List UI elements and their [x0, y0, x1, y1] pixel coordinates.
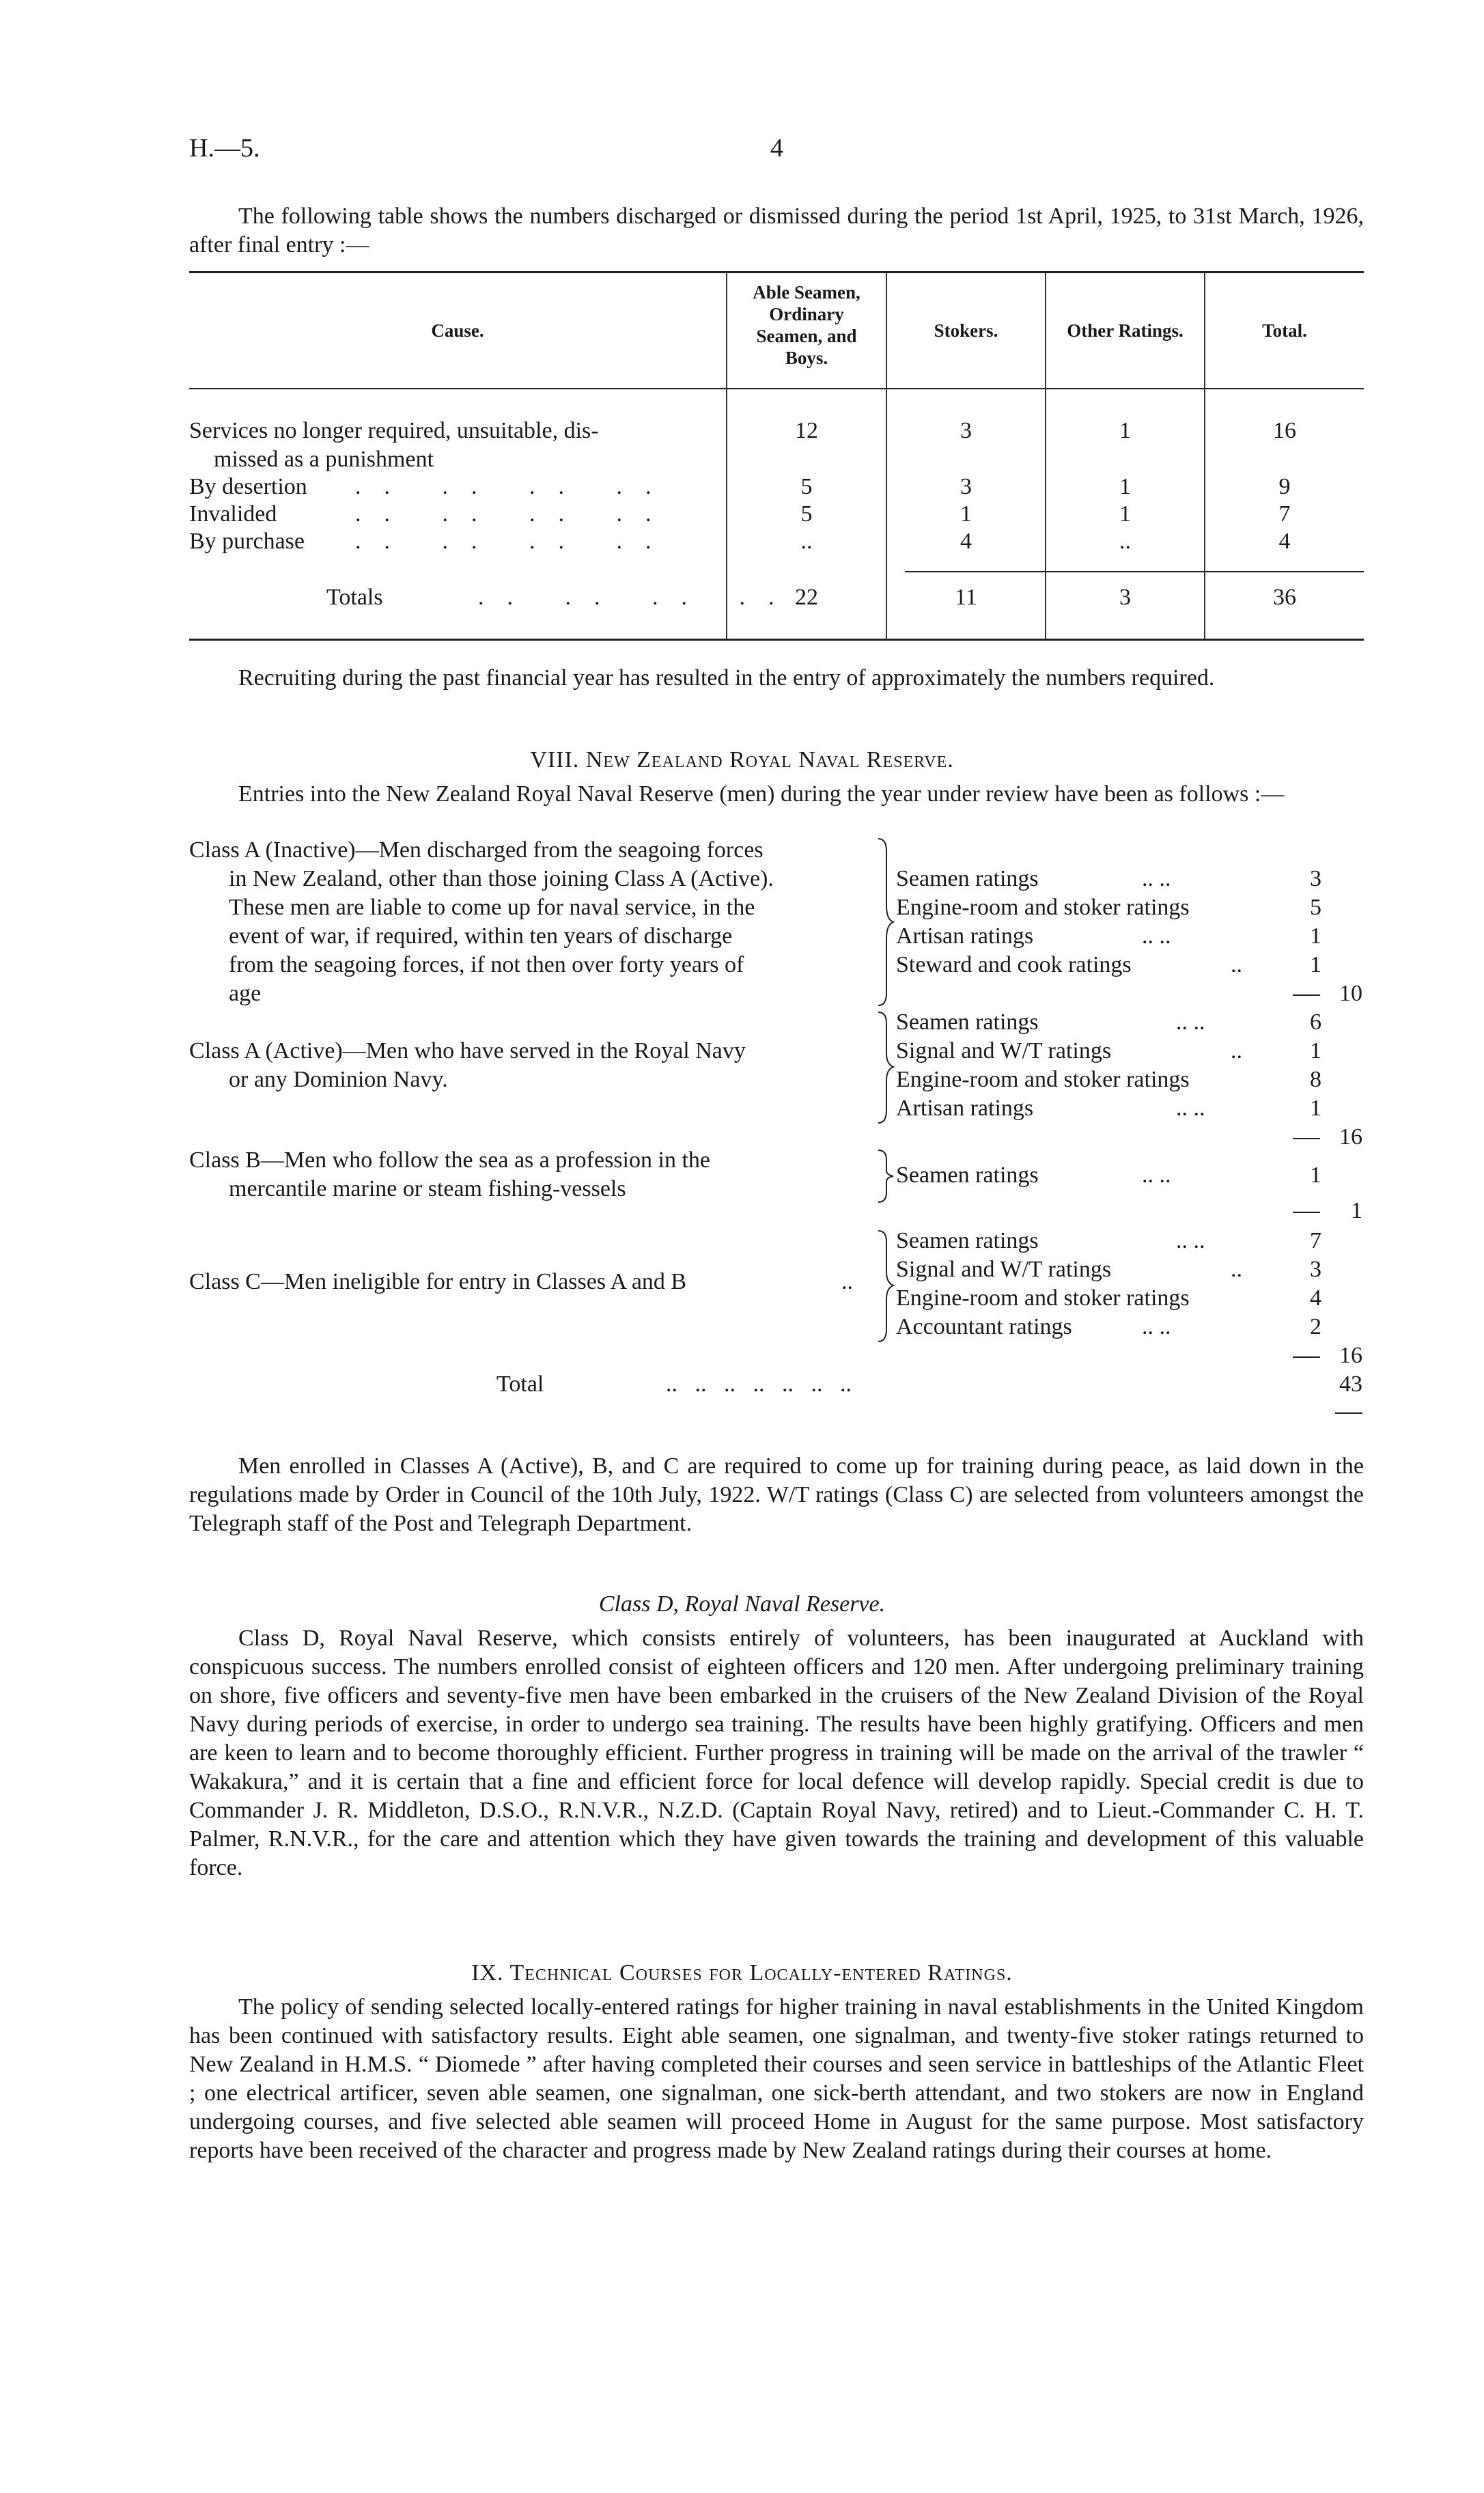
- rating-artisan: Artisan ratings .. ..: [896, 923, 1171, 949]
- brace-icon: [876, 1149, 895, 1203]
- brace-icon: [876, 1011, 895, 1124]
- subtotal-class-b: 1: [1351, 1198, 1362, 1223]
- class-d-heading: Class D, Royal Naval Reserve.: [598, 1591, 886, 1617]
- header-able-seamen-line4: Boys.: [785, 348, 828, 368]
- class-line: mercantile marine or steam fishing-vessels: [229, 1176, 626, 1201]
- leader-dots: .. .. .. ..: [355, 529, 675, 554]
- class-line: in New Zealand, other than those joining Class A (Active).: [229, 866, 774, 891]
- rating-engine-room: Engine-room and stoker ratings: [896, 1285, 1190, 1311]
- subtotal-class-c: 16: [1339, 1343, 1362, 1368]
- rating-signal-wt: Signal and W/T ratings ..: [896, 1038, 1242, 1063]
- rating-count: 1: [1310, 1038, 1321, 1063]
- cell-total: 7: [1278, 501, 1291, 527]
- cell-stokers: 3: [960, 418, 972, 443]
- cell-stokers: 4: [960, 529, 972, 554]
- header-able-seamen-line2: Ordinary: [769, 304, 844, 324]
- leader-dots: ..: [841, 1269, 853, 1294]
- cell-other: 1: [1119, 418, 1131, 443]
- cell-able: 5: [800, 474, 813, 499]
- cell-able: ..: [800, 529, 813, 554]
- training-paragraph: Men enrolled in Classes A (Active), B, and C are required to come up for training during peace, as laid down in the regulations made by Order in Council of the 10th July, 1922. W/T ratings (Class C) are selected from volunteers amongst the Telegraph staff of the Post and Telegraph Department.: [189, 1453, 1364, 1536]
- grand-total-label: Total: [496, 1371, 544, 1397]
- row-cause-invalided: Invalided: [189, 501, 277, 527]
- rating-engine-room: Engine-room and stoker ratings: [896, 1067, 1190, 1092]
- rating-count: 1: [1310, 1162, 1321, 1188]
- totals-stokers: 11: [955, 585, 977, 610]
- section-ix-paragraph: The policy of sending selected locally-entered ratings for higher training in naval establishments in the United Kingdom has been continued with satisfactory results. Eight able seamen, one signalman, and twenty-five stoker ratings returned to New Zealand in H.M.S. “ Diomede ” after having completed their courses and seen service in battleships of the Atlantic Fleet ; one electrical artificer, seven able seamen, one signalman, one sick-berth attendant, and two stokers are now in England undergoing courses, and five selected able seamen will proceed Home in August for the same purpose. Most satisfactory reports have been received of the character and progress made by New Zealand ratings during their courses at home.: [189, 1994, 1364, 2163]
- rating-count: 1: [1310, 923, 1321, 949]
- class-line: These men are liable to come up for naval service, in the: [229, 895, 755, 920]
- rating-engine-room: Engine-room and stoker ratings: [896, 895, 1190, 920]
- header-able-seamen-line1: Able Seamen,: [753, 282, 860, 303]
- row-cause-desertion: By desertion: [189, 474, 307, 499]
- totals-other: 3: [1119, 585, 1131, 610]
- cell-other: ..: [1119, 529, 1131, 554]
- table-top-rule: [189, 271, 1364, 273]
- totals-total: 36: [1273, 585, 1296, 610]
- cell-total: 4: [1278, 529, 1291, 554]
- rating-count: 1: [1310, 952, 1321, 977]
- section-viii-intro: Entries into the New Zealand Royal Naval Reserve (men) during the year under review have been as follows :—: [238, 781, 1285, 807]
- brace-icon: [876, 1229, 895, 1343]
- cell-stokers: 1: [960, 501, 972, 527]
- table-bottom-rule: [189, 639, 1364, 641]
- page-number: 4: [770, 134, 783, 163]
- rating-count: 3: [1310, 1257, 1321, 1282]
- grand-total-value: 43: [1339, 1371, 1362, 1397]
- cell-other: 1: [1119, 501, 1131, 527]
- leader-dots: .. .. .. ..: [478, 585, 798, 610]
- leader-dots: .. .. .. ..: [355, 501, 675, 527]
- class-line: Class B—Men who follow the sea as a profession in the: [189, 1147, 710, 1173]
- class-c-description: Class C—Men ineligible for entry in Classes A and B: [189, 1269, 687, 1294]
- table-header-rule: [189, 388, 1364, 389]
- header-able-seamen-line3: Seamen, and: [756, 326, 857, 346]
- header-other-ratings: Other Ratings.: [1067, 320, 1184, 341]
- section-ix-heading: IX. Technical Courses for Locally-entered Ratings.: [471, 1960, 1013, 1986]
- brace-icon: [876, 837, 895, 1007]
- subtotal-class-a-inactive: 10: [1339, 981, 1362, 1006]
- class-d-paragraph: Class D, Royal Naval Reserve, which consists entirely of volunteers, has been inaugurated at Auckland with conspicuous success. The numbers enrolled consist of eighteen officers and 120 men. After undergoing preliminary training on shore, five officers and seventy-five men have been embarked in the cruisers of the New Zealand Division of the Royal Navy during periods of exercise, in order to undergo sea training. The results have been highly gratifying. Officers and men are keen to learn and to become thoroughly efficient. Further progress in training will be made on the arrival of the trawler “ Wakakura,” and it is certain that a fine and efficient force for local defence will develop rapidly. Special credit is due to Commander J. R. Middleton, D.S.O., R.N.V.R., N.Z.D. (Captain Royal Navy, retired) and to Lieut.-Commander C. H. T. Palmer, R.N.V.R., for the care and attention which they have given towards the training and development of this valuable force.: [189, 1626, 1364, 1880]
- class-a-inactive-description: [189, 836, 872, 1008]
- totals-able: 22: [795, 585, 818, 610]
- header-total: Total.: [1262, 320, 1307, 341]
- table-intro-paragraph: The following table shows the numbers discharged or dismissed during the period 1st April, 1925, to 31st March, 1926, after final entry :—: [189, 204, 1364, 257]
- class-b-description: [189, 1146, 872, 1203]
- rating-seamen: Seamen ratings .. ..: [896, 866, 1171, 891]
- cell-stokers: 3: [960, 474, 972, 499]
- rating-count: 6: [1310, 1009, 1321, 1035]
- grand-total-rule: [1335, 1412, 1362, 1414]
- class-line: Class A (Active)—Men who have served in the Royal Navy: [189, 1038, 746, 1063]
- leader-dots: .. .. .. ..: [355, 474, 675, 499]
- rating-count: 8: [1310, 1067, 1321, 1092]
- rating-count: 4: [1310, 1285, 1321, 1311]
- class-line: from the seagoing forces, if not then over forty years of: [229, 952, 744, 977]
- rating-count: 1: [1310, 1096, 1321, 1121]
- rating-artisan: Artisan ratings .. ..: [896, 1096, 1205, 1121]
- class-a-active-description: [189, 1037, 872, 1094]
- rating-signal-wt: Signal and W/T ratings ..: [896, 1257, 1242, 1282]
- recruiting-paragraph: Recruiting during the past financial year has resulted in the entry of approximately the numbers required.: [238, 665, 1215, 691]
- class-line: age: [229, 981, 262, 1006]
- subtotal-rule: [1293, 994, 1320, 996]
- rating-count: 7: [1310, 1228, 1321, 1253]
- row-cause-line: Services no longer required, unsuitable, dis-: [189, 418, 599, 443]
- cell-able: 5: [800, 501, 813, 527]
- class-line: or any Dominion Navy.: [229, 1067, 448, 1092]
- subtotal-rule: [1293, 1212, 1320, 1213]
- rating-count: 3: [1310, 866, 1321, 891]
- header-cause: Cause.: [431, 320, 484, 341]
- subtotal-rule: [1293, 1356, 1320, 1358]
- table-totals-rule: [905, 571, 1364, 572]
- leader-dots: .. .. .. .. .. .. ..: [666, 1371, 852, 1397]
- row-cause-line: missed as a punishment: [214, 447, 434, 472]
- cell-total: 16: [1273, 418, 1296, 443]
- totals-label: Totals: [326, 585, 383, 610]
- cell-able: 12: [795, 418, 818, 443]
- rating-seamen: Seamen ratings .. ..: [896, 1228, 1205, 1253]
- page-reference: H.—5.: [189, 134, 260, 163]
- rating-count: 2: [1310, 1314, 1321, 1339]
- class-line: Class A (Inactive)—Men discharged from the seagoing forces: [189, 837, 764, 863]
- cell-total: 9: [1278, 474, 1291, 499]
- subtotal-rule: [1293, 1138, 1320, 1139]
- row-cause-services: [189, 417, 722, 474]
- section-viii-heading: VIII. New Zealand Royal Naval Reserve.: [530, 747, 954, 772]
- row-cause-purchase: By purchase: [189, 529, 305, 554]
- rating-seamen: Seamen ratings .. ..: [896, 1009, 1205, 1035]
- subtotal-class-a-active: 16: [1339, 1124, 1362, 1150]
- rating-steward-cook: Steward and cook ratings ..: [896, 952, 1242, 977]
- rating-accountant: Accountant ratings .. ..: [896, 1314, 1171, 1339]
- class-line: event of war, if required, within ten years of discharge: [229, 923, 733, 949]
- rating-seamen: Seamen ratings .. ..: [896, 1162, 1171, 1188]
- cell-other: 1: [1119, 474, 1131, 499]
- rating-count: 5: [1310, 895, 1321, 920]
- header-stokers: Stokers.: [934, 320, 998, 341]
